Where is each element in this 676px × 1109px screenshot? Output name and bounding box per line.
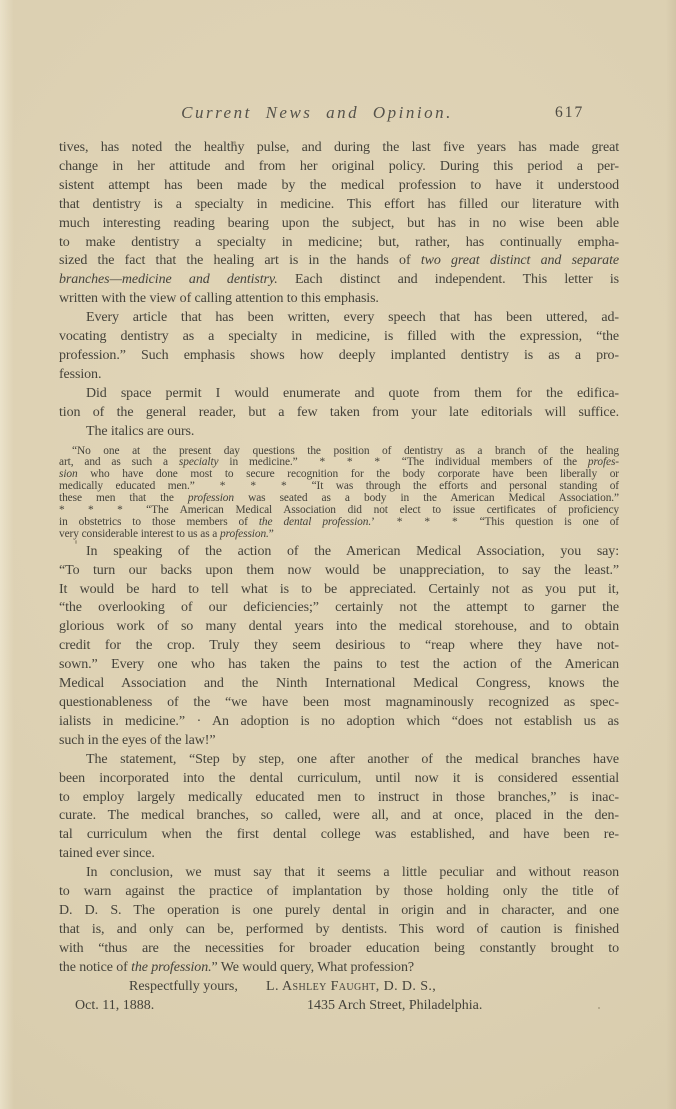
text-line: written with the view of calling attention to this emphasis. (59, 291, 379, 307)
text-line: The italics are ours. (86, 423, 195, 439)
text-line: branches—medicine and dentistry. Each distinct and independent. This letter is (59, 272, 619, 288)
signature-author: L. Ashley Faught, D. D. S., (266, 978, 437, 994)
text-line: to warn against the practice of implantation by those holding only the title of (59, 884, 619, 900)
text-line: medically educated men.” * * * “It was through the efforts and personal standing of (59, 480, 619, 493)
text-line: Medical Association and the Ninth International Medical Congress, knows the (59, 676, 619, 692)
text-line: that dentistry is a specialty in medicine. This effort has filled our literature with (59, 196, 619, 212)
text-line: sistent attempt has been made by the medical profession to have it understood (59, 177, 619, 193)
running-head (0, 103, 676, 129)
text-line: these men that the profession was seated as a body in the American Medical Association.” (59, 492, 619, 505)
text-line: Every article that has been written, every speech that has been uttered, ad- (86, 310, 619, 326)
text-line: the notice of the profession.” We would query, What profession? (59, 959, 414, 975)
paragraph-italics-are-ours (59, 423, 619, 442)
text-line: In speaking of the action of the American Medical Association, you say: (86, 543, 619, 559)
paper-speck (598, 1007, 600, 1009)
signature-block (59, 979, 619, 1018)
signature-line-2 (59, 998, 619, 1018)
text-line: been incorporated into the dental curriculum, until now it is considered essential (59, 770, 619, 786)
text-line: “the overlooking of our deficiencies;” certainly not the attempt to garner the (59, 600, 619, 616)
text-line: profession.” Such emphasis shows how deeply implanted dentistry is as a pro- (59, 347, 619, 363)
paragraph-the-statement (59, 751, 619, 864)
paragraph-every-article (59, 309, 619, 385)
paper-speck (75, 540, 77, 544)
text-line: Did space permit I would enumerate and quote from them for the edifica- (86, 385, 619, 401)
text-line: sown.” Every one who has taken the pains to test the action of the American (59, 657, 619, 673)
text-line: In conclusion, we must say that it seems a little peculiar and without reason (86, 865, 619, 881)
paragraph-in-speaking (59, 543, 619, 751)
text-line: sized the fact that the healing art is in the hands of two great distinct and separate (59, 253, 619, 269)
text-line: sion who have done most to secure recognition for the body corporate have been liberally or (59, 468, 619, 481)
paragraph-continuation (59, 139, 619, 309)
text-line: fession. (59, 366, 102, 382)
text-line: to employ largely medically educated men to instruct in those branches,” is inac- (59, 789, 619, 805)
page-number: 617 (555, 104, 585, 121)
text-line: “To turn our backs upon them now would be unappreciation, to say the least.” (59, 562, 619, 578)
text-line: tives, has noted the healthy pulse, and during the last five years has made great (59, 140, 619, 155)
paper-speck (233, 141, 236, 144)
signature-line-1 (59, 979, 619, 999)
text-line: tained ever since. (59, 846, 155, 862)
text-line: very considerable interest to us as a profession.” (59, 527, 274, 540)
text-line: The statement, “Step by step, one after another of the medical branches have (86, 751, 619, 767)
text-line: art, and as such a specialty in medicine.” * * * “The individual members of the profes- (59, 456, 619, 469)
text-line: curate. The medical branches, so called, were all, and at once, placed in the den- (59, 808, 619, 824)
page-title: Current News and Opinion. (181, 103, 453, 122)
text-line: “No one at the present day questions the position of dentistry as a branch of the healing (72, 444, 619, 457)
text-line: glorious work of so many dental years into the medical storehouse, and to obtain (59, 619, 619, 635)
text-line: change in her attitude and from her original policy. During this period a per- (59, 158, 619, 174)
text-line: vocating dentistry as a specialty in medicine, is filled with the expression, “the (59, 329, 619, 345)
text-line: tion of the general reader, but a few taken from your late editorials will suffice. (59, 404, 619, 420)
paragraph-did-space-permit (59, 385, 619, 423)
page-content (59, 139, 619, 1018)
text-line: to make dentistry a specialty in medicine; but, rather, has continually empha- (59, 234, 619, 250)
paragraph-in-conclusion (59, 864, 619, 977)
text-line: * * * “The American Medical Association did not elect to issue certificates of proficiency (59, 504, 619, 517)
text-line: ialists in medicine.” · An adoption is no adoption which “does not establish us as (59, 713, 619, 729)
text-line: D. D. S. The operation is one purely dental in origin and in character, and one (59, 902, 619, 918)
block-quote-editorials (59, 446, 619, 541)
text-line: such in the eyes of the law!” (59, 732, 216, 748)
text-line: with “thus are the necessities for broader education being constantly brought to (59, 940, 619, 956)
text-line: tal curriculum when the first dental college was established, and have been re- (59, 827, 619, 843)
text-line: questionableness of the “we have been most magnaminously recognized as spec- (59, 695, 619, 710)
text-line: much interesting reading bearing upon the subject, but has in no wise been able (59, 215, 619, 231)
text-line: It would be hard to tell what is to be appreciated. Certainly not as you put it, (59, 581, 619, 597)
text-line: credit for the crop. Truly they seem desirious to “reap where they have not- (59, 638, 619, 654)
text-line: that is, and only can be, performed by dentists. This word of caution is finished (59, 921, 619, 937)
text-line: in obstetrics to those members of the dental profession.’ * * * “This question is one of (59, 515, 619, 528)
body-text (59, 139, 619, 978)
signature-date: Oct. 11, 1888. (75, 998, 155, 1014)
signature-closing: Respectfully yours, (129, 978, 238, 994)
signature-address: 1435 Arch Street, Philadelphia. (307, 998, 483, 1014)
